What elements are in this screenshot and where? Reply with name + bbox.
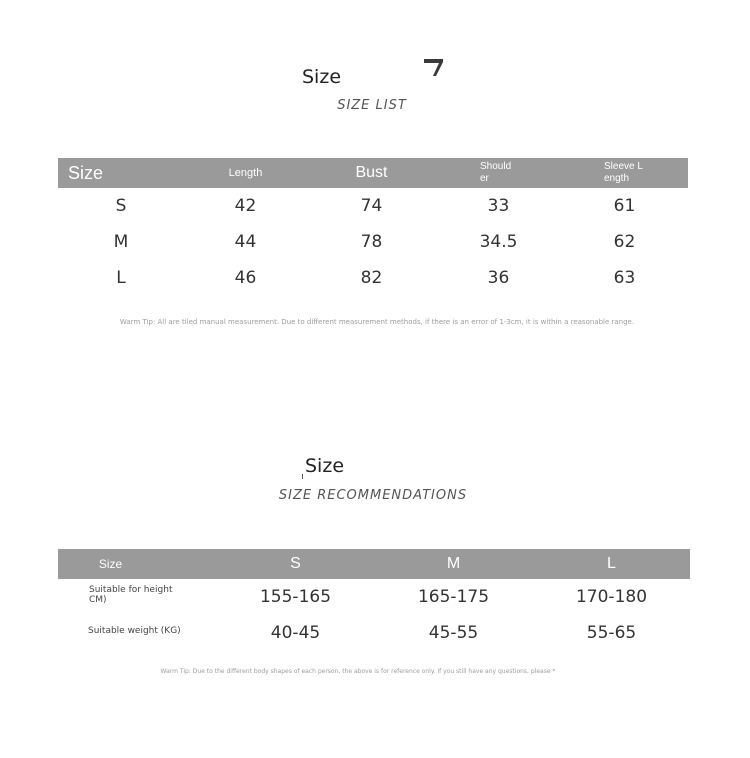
cell-r1-c1: 44: [234, 232, 257, 252]
cell-r1-c2: 78: [360, 232, 383, 252]
section1-title: Size: [302, 66, 342, 88]
rec-row-height-label: Suitable for height CM): [89, 585, 173, 605]
header-size-label: Size: [68, 162, 104, 183]
rec-header-size-label: Size: [98, 557, 123, 571]
rec-cell-r1-c2: 45-55: [428, 623, 479, 643]
header-bust-label: Bust: [355, 164, 388, 181]
header-shoulder-label: Should er: [480, 161, 512, 184]
section1-warm-tip: Warm Tip: All are tiled manual measurement. Due to different measurement methods, if there is an error of 1-3cm, it is within a reasonable range.: [119, 318, 635, 326]
rec-header-m: [406, 549, 501, 579]
header-length-label: Length: [228, 167, 263, 179]
section2-subtitle: SIZE RECOMMENDATIONS: [278, 488, 468, 503]
header-size: [68, 158, 128, 188]
title-tick-mark: [302, 474, 303, 479]
rec-header-l-label: L: [607, 555, 616, 572]
size-list-header: [58, 158, 688, 188]
rec-header-m-label: M: [446, 555, 461, 572]
hook-mark-icon: [422, 56, 446, 80]
size-recommendations-header: [58, 549, 690, 579]
section1-subtitle: SIZE LIST: [337, 98, 407, 113]
rec-cell-r1-c3: 55-65: [586, 623, 637, 643]
section2-warm-tip: Warm Tip: Due to the different body shapes of each person, the above is for reference only. If you still have any questions, please *: [160, 668, 556, 675]
cell-r2-c4: 63: [613, 268, 636, 288]
cell-r2-c1: 46: [234, 268, 257, 288]
rec-cell-r0-c1: 155-165: [259, 587, 332, 607]
size-list-table: [58, 158, 688, 298]
rec-header-s: [248, 549, 343, 579]
header-bust: [324, 158, 419, 188]
cell-r2-c2: 82: [360, 268, 383, 288]
rec-cell-r1-c1: 40-45: [270, 623, 321, 643]
header-length: [198, 158, 293, 188]
header-shoulder: [480, 158, 540, 188]
cell-r1-c0: M: [113, 232, 129, 252]
cell-r2-c3: 36: [487, 268, 510, 288]
rec-cell-r0-c2: 165-175: [417, 587, 490, 607]
header-sleeve-length: [604, 158, 664, 188]
cell-r0-c2: 74: [360, 196, 383, 216]
cell-r1-c4: 62: [613, 232, 636, 252]
rec-cell-r0-c3: 170-180: [575, 587, 648, 607]
rec-header-l: [564, 549, 659, 579]
cell-r0-c3: 33: [487, 196, 510, 216]
cell-r0-c4: 61: [613, 196, 636, 216]
cell-r2-c0: L: [116, 268, 126, 288]
cell-r0-c1: 42: [234, 196, 257, 216]
size-recommendations-table: [58, 549, 690, 649]
cell-r1-c3: 34.5: [479, 232, 518, 252]
rec-row-weight-label: Suitable weight (KG): [88, 626, 181, 636]
rec-header-size: [78, 549, 143, 579]
section2-title: Size: [305, 455, 345, 477]
header-sleeve-length-label: Sleeve L ength: [604, 161, 643, 184]
cell-r0-c0: S: [115, 196, 127, 216]
rec-header-s-label: S: [290, 555, 301, 572]
